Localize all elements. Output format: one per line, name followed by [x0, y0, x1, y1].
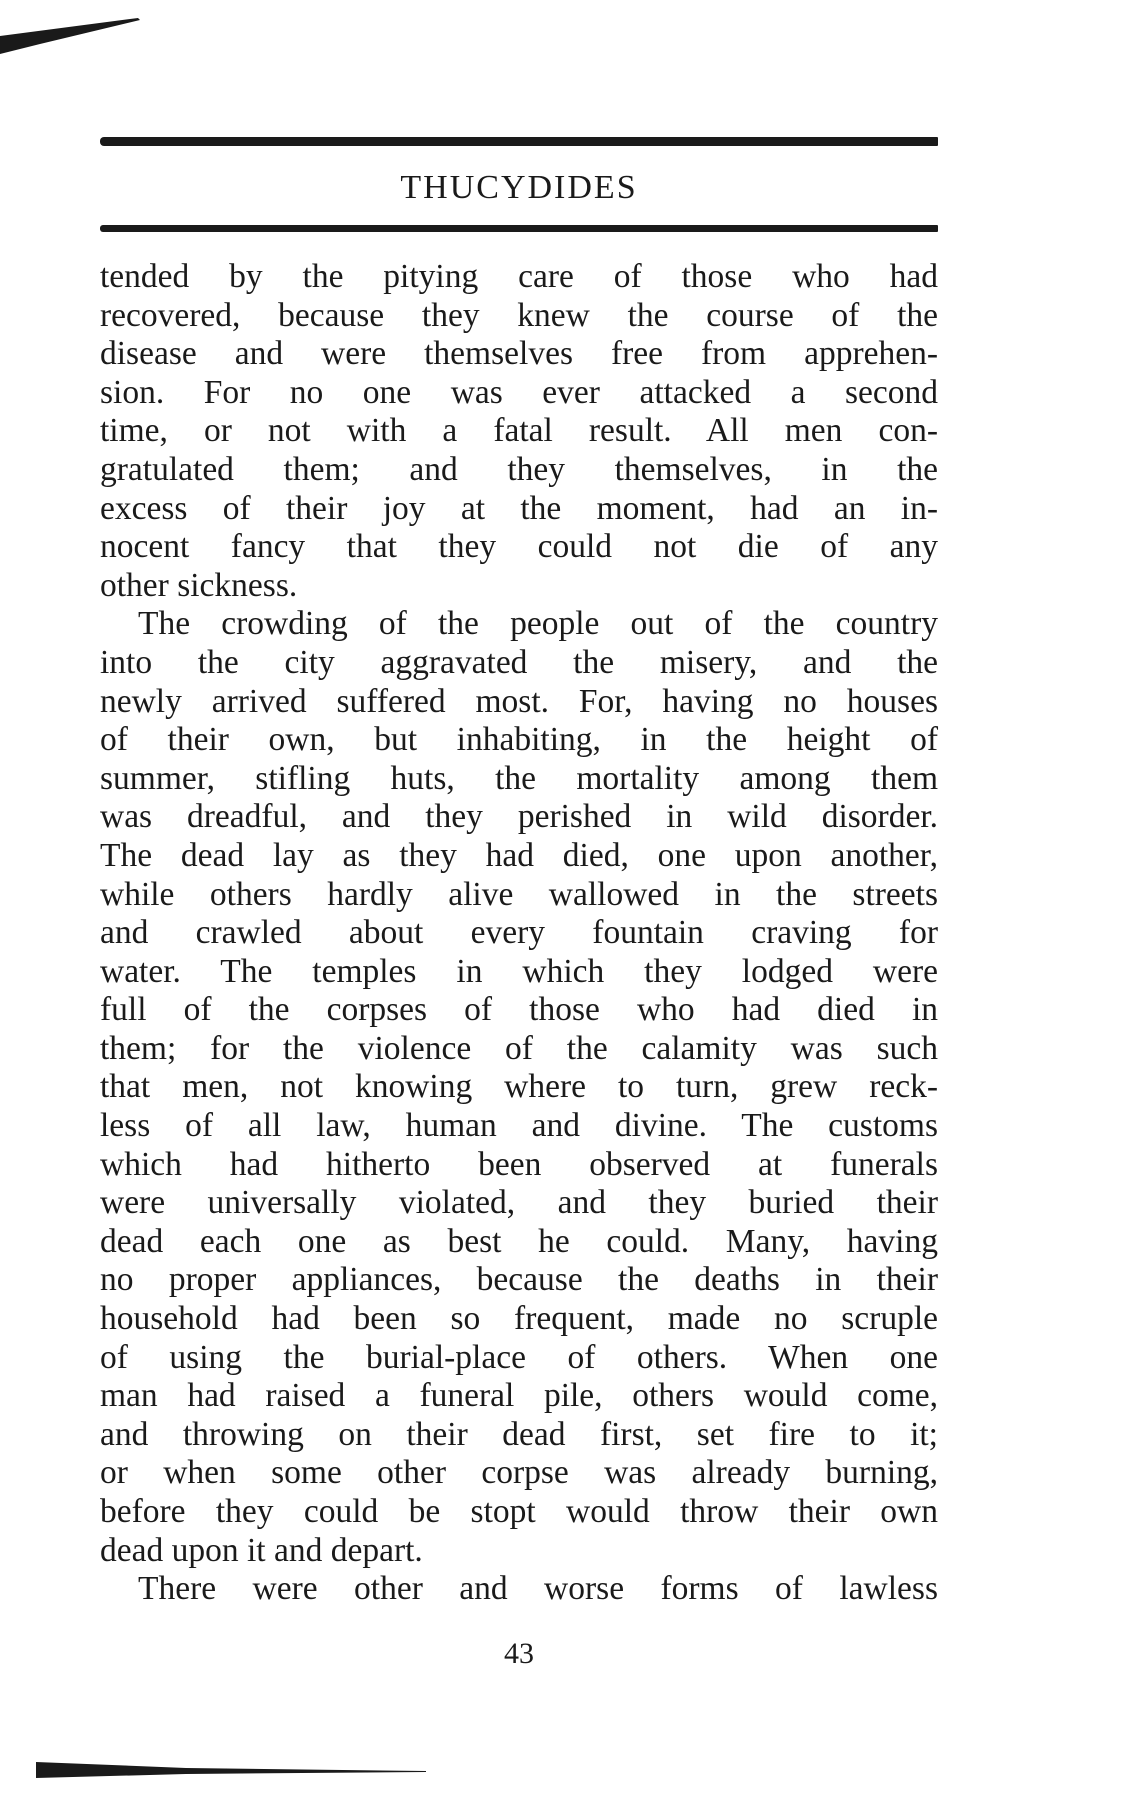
- paragraph: [100, 1570, 938, 1609]
- paragraph: [100, 258, 938, 605]
- text-line: dead upon it and depart.: [100, 1531, 423, 1569]
- text-line: water. The temples in which they lodged were: [100, 952, 938, 990]
- header-rule-top: [100, 137, 938, 146]
- text-line: time, or not with a fatal result. All men con-: [100, 412, 938, 450]
- text-line: There were other and worse forms of lawless: [138, 1570, 938, 1608]
- text-line: or when some other corpse was already burning,: [100, 1454, 938, 1492]
- text-line: and crawled about every fountain craving for: [100, 914, 938, 952]
- running-head: THUCYDIDES: [400, 169, 638, 206]
- text-line: excess of their joy at the moment, had an in-: [100, 489, 938, 527]
- text-line: The dead lay as they had died, one upon another,: [100, 836, 938, 874]
- text-line: full of the corpses of those who had died in: [100, 991, 938, 1029]
- text-line: summer, stifling huts, the mortality among them: [100, 759, 938, 797]
- text-line: other sickness.: [100, 566, 298, 604]
- text-line: household had been so frequent, made no scruple: [100, 1300, 938, 1338]
- text-line: and throwing on their dead first, set fire to it;: [100, 1415, 938, 1453]
- text-line: The crowding of the people out of the country: [138, 605, 938, 643]
- text-line: man had raised a funeral pile, others would come,: [100, 1377, 938, 1415]
- text-line: which had hitherto been observed at funerals: [100, 1145, 938, 1183]
- text-line: was dreadful, and they perished in wild disorder.: [100, 798, 938, 836]
- text-line: no proper appliances, because the deaths in their: [100, 1261, 938, 1299]
- page-body: [100, 258, 938, 1609]
- scan-edge-mark-bottom: [36, 1762, 426, 1778]
- text-line: of their own, but inhabiting, in the height of: [100, 721, 938, 759]
- scan-edge-mark-top: [0, 14, 140, 54]
- text-line: into the city aggravated the misery, and the: [100, 643, 938, 681]
- text-line: of using the burial-place of others. When one: [100, 1338, 938, 1376]
- text-line: sion. For no one was ever attacked a second: [100, 373, 938, 411]
- text-line: dead each one as best he could. Many, having: [100, 1222, 938, 1260]
- text-line: tended by the pitying care of those who had: [100, 258, 938, 295]
- text-line: were universally violated, and they buried their: [100, 1184, 938, 1222]
- text-line: less of all law, human and divine. The customs: [100, 1107, 938, 1145]
- text-line: newly arrived suffered most. For, having no houses: [100, 682, 938, 720]
- paragraph: [100, 605, 938, 1570]
- text-line: disease and were themselves free from apprehen-: [100, 335, 938, 373]
- text-line: them; for the violence of the calamity was such: [100, 1029, 938, 1067]
- text-line: nocent fancy that they could not die of any: [100, 528, 938, 566]
- page-number: 43: [504, 1637, 534, 1670]
- text-line: that men, not knowing where to turn, grew reck-: [100, 1068, 938, 1106]
- text-line: recovered, because they knew the course of the: [100, 296, 938, 334]
- text-line: before they could be stopt would throw their own: [100, 1493, 938, 1530]
- text-line: while others hardly alive wallowed in the streets: [100, 875, 938, 913]
- header-rule-bottom: [100, 225, 938, 232]
- text-line: gratulated them; and they themselves, in the: [100, 450, 938, 488]
